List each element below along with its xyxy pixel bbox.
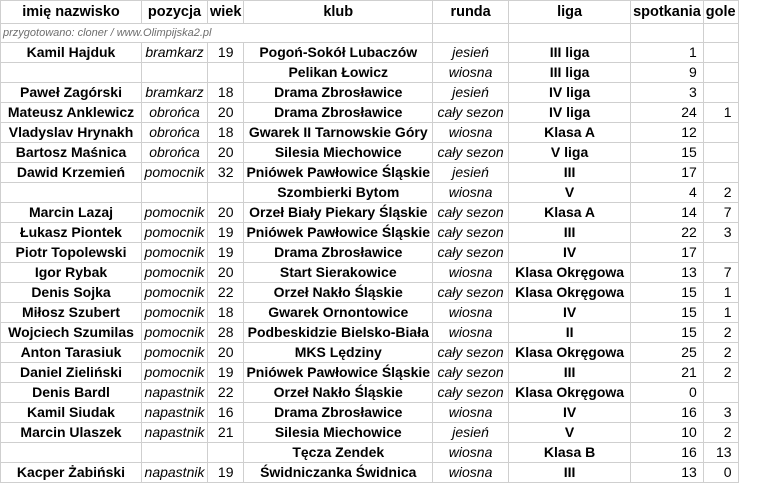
player-age-cell[interactable]: 19 (208, 363, 244, 383)
player-goals-cell[interactable]: 13 (703, 443, 738, 463)
player-league-cell[interactable]: III (509, 363, 631, 383)
player-matches-cell[interactable]: 13 (631, 263, 704, 283)
player-age-cell[interactable]: 18 (208, 123, 244, 143)
player-club-cell[interactable]: Orzeł Nakło Śląskie (244, 283, 433, 303)
header-goals[interactable]: gole (703, 1, 738, 24)
header-round[interactable]: runda (433, 1, 509, 24)
player-matches-cell[interactable]: 21 (631, 363, 704, 383)
player-league-cell[interactable]: III (509, 223, 631, 243)
player-matches-cell[interactable]: 3 (631, 83, 704, 103)
player-age-cell[interactable]: 19 (208, 43, 244, 63)
player-position-cell[interactable]: napastnik (142, 423, 208, 443)
player-round-cell[interactable]: cały sezon (433, 223, 509, 243)
player-matches-cell[interactable]: 14 (631, 203, 704, 223)
player-age-cell[interactable] (208, 183, 244, 203)
player-league-cell[interactable]: IV (509, 243, 631, 263)
player-goals-cell[interactable]: 3 (703, 403, 738, 423)
player-goals-cell[interactable]: 0 (703, 463, 738, 483)
player-round-cell[interactable]: cały sezon (433, 143, 509, 163)
player-round-cell[interactable]: wiosna (433, 63, 509, 83)
table-row (1, 203, 739, 223)
table-row (1, 443, 739, 463)
player-age-cell[interactable]: 18 (208, 83, 244, 103)
player-round-cell[interactable]: wiosna (433, 443, 509, 463)
table-row (1, 123, 739, 143)
player-round-cell[interactable]: jesień (433, 423, 509, 443)
player-matches-cell[interactable]: 9 (631, 63, 704, 83)
player-position-cell[interactable]: pomocnik (142, 343, 208, 363)
empty-cell[interactable] (703, 24, 738, 43)
player-position-cell[interactable]: obrońca (142, 103, 208, 123)
player-club-cell[interactable]: MKS Lędziny (244, 343, 433, 363)
table-row (1, 163, 739, 183)
player-age-cell[interactable]: 20 (208, 263, 244, 283)
player-league-cell[interactable]: IV liga (509, 83, 631, 103)
player-age-cell[interactable]: 21 (208, 423, 244, 443)
player-matches-cell[interactable]: 1 (631, 43, 704, 63)
player-league-cell[interactable]: V liga (509, 143, 631, 163)
player-league-cell[interactable]: Klasa A (509, 203, 631, 223)
player-club-cell[interactable]: Pniówek Pawłowice Śląskie (244, 163, 433, 183)
player-league-cell[interactable]: Klasa Okręgowa (509, 343, 631, 363)
player-matches-cell[interactable]: 13 (631, 463, 704, 483)
player-round-cell[interactable]: cały sezon (433, 363, 509, 383)
player-goals-cell[interactable]: 1 (703, 283, 738, 303)
player-round-cell[interactable]: cały sezon (433, 343, 509, 363)
player-name-cell[interactable]: Kamil Siudak (1, 403, 142, 423)
player-round-cell[interactable]: wiosna (433, 123, 509, 143)
table-row (1, 223, 739, 243)
note-row (1, 24, 739, 43)
player-club-cell[interactable]: Pniówek Pawłowice Śląskie (244, 223, 433, 243)
player-goals-cell[interactable] (703, 243, 738, 263)
player-name-cell[interactable]: Wojciech Szumilas (1, 323, 142, 343)
player-league-cell[interactable]: Klasa Okręgowa (509, 263, 631, 283)
empty-cell[interactable] (631, 24, 704, 43)
table-row (1, 43, 739, 63)
table-row (1, 343, 739, 363)
player-club-cell[interactable]: Drama Zbrosławice (244, 103, 433, 123)
player-round-cell[interactable]: jesień (433, 43, 509, 63)
table-row (1, 463, 739, 483)
player-name-cell[interactable]: Igor Rybak (1, 263, 142, 283)
table-row (1, 243, 739, 263)
player-matches-cell[interactable]: 15 (631, 303, 704, 323)
player-position-cell[interactable]: pomocnik (142, 163, 208, 183)
player-position-cell[interactable]: bramkarz (142, 83, 208, 103)
header-age[interactable]: wiek (208, 1, 244, 24)
player-league-cell[interactable]: III (509, 463, 631, 483)
player-matches-cell[interactable]: 10 (631, 423, 704, 443)
player-league-cell[interactable]: Klasa A (509, 123, 631, 143)
player-name-cell[interactable]: Daniel Zieliński (1, 363, 142, 383)
player-age-cell[interactable]: 18 (208, 303, 244, 323)
header-name[interactable]: imię nazwisko (1, 1, 142, 24)
player-age-cell[interactable]: 22 (208, 383, 244, 403)
player-name-cell[interactable]: Paweł Zagórski (1, 83, 142, 103)
player-name-cell[interactable]: Bartosz Maśnica (1, 143, 142, 163)
table-row (1, 283, 739, 303)
player-name-cell[interactable]: Denis Bardl (1, 383, 142, 403)
player-round-cell[interactable]: wiosna (433, 403, 509, 423)
player-round-cell[interactable]: cały sezon (433, 203, 509, 223)
table-row (1, 83, 739, 103)
player-club-cell[interactable]: Drama Zbrosławice (244, 243, 433, 263)
header-position[interactable]: pozycja (142, 1, 208, 24)
player-league-cell[interactable]: Klasa Okręgowa (509, 383, 631, 403)
player-club-cell[interactable]: Drama Zbrosławice (244, 403, 433, 423)
player-league-cell[interactable]: V (509, 423, 631, 443)
table-row (1, 63, 739, 83)
player-round-cell[interactable]: jesień (433, 83, 509, 103)
player-name-cell[interactable]: Anton Tarasiuk (1, 343, 142, 363)
player-goals-cell[interactable]: 7 (703, 203, 738, 223)
player-league-cell[interactable]: II (509, 323, 631, 343)
table-row (1, 263, 739, 283)
player-matches-cell[interactable]: 22 (631, 223, 704, 243)
player-age-cell[interactable] (208, 443, 244, 463)
player-league-cell[interactable]: III liga (509, 43, 631, 63)
player-goals-cell[interactable] (703, 43, 738, 63)
player-goals-cell[interactable]: 7 (703, 263, 738, 283)
player-age-cell[interactable]: 28 (208, 323, 244, 343)
table-row (1, 103, 739, 123)
player-name-cell[interactable]: Marcin Ulaszek (1, 423, 142, 443)
table-row (1, 303, 739, 323)
player-goals-cell[interactable]: 2 (703, 183, 738, 203)
player-position-cell[interactable] (142, 63, 208, 83)
player-position-cell[interactable]: pomocnik (142, 363, 208, 383)
player-position-cell[interactable]: obrońca (142, 123, 208, 143)
table-row (1, 423, 739, 443)
player-position-cell[interactable]: pomocnik (142, 323, 208, 343)
player-league-cell[interactable]: Klasa Okręgowa (509, 283, 631, 303)
player-round-cell[interactable]: cały sezon (433, 243, 509, 263)
player-league-cell[interactable]: IV (509, 303, 631, 323)
player-name-cell[interactable] (1, 183, 142, 203)
table-row (1, 383, 739, 403)
player-goals-cell[interactable]: 3 (703, 223, 738, 243)
player-position-cell[interactable]: pomocnik (142, 283, 208, 303)
player-goals-cell[interactable] (703, 383, 738, 403)
player-club-cell[interactable]: Szombierki Bytom (244, 183, 433, 203)
player-round-cell[interactable]: wiosna (433, 303, 509, 323)
player-club-cell[interactable]: Gwarek Ornontowice (244, 303, 433, 323)
player-name-cell[interactable]: Marcin Lazaj (1, 203, 142, 223)
player-position-cell[interactable]: bramkarz (142, 43, 208, 63)
player-club-cell[interactable]: Tęcza Zendek (244, 443, 433, 463)
player-goals-cell[interactable]: 2 (703, 323, 738, 343)
player-name-cell[interactable]: Vladyslav Hrynakh (1, 123, 142, 143)
player-age-cell[interactable]: 32 (208, 163, 244, 183)
player-position-cell[interactable]: pomocnik (142, 303, 208, 323)
player-age-cell[interactable]: 20 (208, 203, 244, 223)
player-name-cell[interactable]: Kamil Hajduk (1, 43, 142, 63)
player-goals-cell[interactable] (703, 143, 738, 163)
player-position-cell[interactable]: pomocnik (142, 203, 208, 223)
player-goals-cell[interactable] (703, 83, 738, 103)
player-age-cell[interactable]: 19 (208, 463, 244, 483)
player-position-cell[interactable]: napastnik (142, 383, 208, 403)
player-club-cell[interactable]: Pogoń-Sokół Lubaczów (244, 43, 433, 63)
player-goals-cell[interactable] (703, 123, 738, 143)
player-name-cell[interactable]: Piotr Topolewski (1, 243, 142, 263)
player-goals-cell[interactable]: 2 (703, 423, 738, 443)
player-name-cell[interactable]: Dawid Krzemień (1, 163, 142, 183)
header-row (1, 1, 739, 24)
player-name-cell[interactable] (1, 63, 142, 83)
header-club[interactable]: klub (244, 1, 433, 24)
player-club-cell[interactable]: Orzeł Biały Piekary Śląskie (244, 203, 433, 223)
player-club-cell[interactable]: Świdniczanka Świdnica (244, 463, 433, 483)
player-position-cell[interactable]: pomocnik (142, 243, 208, 263)
player-club-cell[interactable]: Silesia Miechowice (244, 143, 433, 163)
player-position-cell[interactable] (142, 183, 208, 203)
player-name-cell[interactable]: Mateusz Anklewicz (1, 103, 142, 123)
table-row (1, 363, 739, 383)
player-age-cell[interactable]: 20 (208, 143, 244, 163)
empty-cell[interactable] (509, 24, 631, 43)
player-league-cell[interactable]: III (509, 163, 631, 183)
player-position-cell[interactable]: napastnik (142, 403, 208, 423)
player-round-cell[interactable]: wiosna (433, 323, 509, 343)
player-age-cell[interactable]: 16 (208, 403, 244, 423)
empty-cell[interactable] (433, 24, 509, 43)
player-club-cell[interactable]: Start Sierakowice (244, 263, 433, 283)
player-league-cell[interactable]: IV liga (509, 103, 631, 123)
player-matches-cell[interactable]: 15 (631, 323, 704, 343)
player-age-cell[interactable]: 20 (208, 343, 244, 363)
player-name-cell[interactable]: Kacper Żabiński (1, 463, 142, 483)
table-row (1, 143, 739, 163)
player-name-cell[interactable]: Łukasz Piontek (1, 223, 142, 243)
player-name-cell[interactable]: Denis Sojka (1, 283, 142, 303)
player-round-cell[interactable]: cały sezon (433, 383, 509, 403)
player-club-cell[interactable]: Pelikan Łowicz (244, 63, 433, 83)
player-club-cell[interactable]: Drama Zbrosławice (244, 83, 433, 103)
player-club-cell[interactable]: Gwarek II Tarnowskie Góry (244, 123, 433, 143)
table-row (1, 183, 739, 203)
player-club-cell[interactable]: Podbeskidzie Bielsko-Biała (244, 323, 433, 343)
player-goals-cell[interactable] (703, 63, 738, 83)
player-matches-cell[interactable]: 0 (631, 383, 704, 403)
player-position-cell[interactable] (142, 443, 208, 463)
player-goals-cell[interactable]: 2 (703, 363, 738, 383)
player-matches-cell[interactable]: 4 (631, 183, 704, 203)
player-matches-cell[interactable]: 17 (631, 243, 704, 263)
player-matches-cell[interactable]: 15 (631, 143, 704, 163)
player-round-cell[interactable]: wiosna (433, 463, 509, 483)
player-matches-cell[interactable]: 17 (631, 163, 704, 183)
player-matches-cell[interactable]: 15 (631, 283, 704, 303)
player-matches-cell[interactable]: 25 (631, 343, 704, 363)
player-age-cell[interactable]: 22 (208, 283, 244, 303)
player-age-cell[interactable] (208, 63, 244, 83)
player-league-cell[interactable]: III liga (509, 63, 631, 83)
player-age-cell[interactable]: 20 (208, 103, 244, 123)
table-row (1, 403, 739, 423)
player-league-cell[interactable]: V (509, 183, 631, 203)
player-goals-cell[interactable] (703, 163, 738, 183)
player-league-cell[interactable]: IV (509, 403, 631, 423)
player-club-cell[interactable]: Silesia Miechowice (244, 423, 433, 443)
player-round-cell[interactable]: wiosna (433, 183, 509, 203)
player-club-cell[interactable]: Orzeł Nakło Śląskie (244, 383, 433, 403)
player-round-cell[interactable]: jesień (433, 163, 509, 183)
player-round-cell[interactable]: cały sezon (433, 283, 509, 303)
player-position-cell[interactable]: obrońca (142, 143, 208, 163)
player-round-cell[interactable]: cały sezon (433, 103, 509, 123)
player-age-cell[interactable]: 19 (208, 223, 244, 243)
player-round-cell[interactable]: wiosna (433, 263, 509, 283)
player-goals-cell[interactable]: 2 (703, 343, 738, 363)
table-row (1, 323, 739, 343)
player-goals-cell[interactable]: 1 (703, 103, 738, 123)
header-league[interactable]: liga (509, 1, 631, 24)
player-league-cell[interactable]: Klasa B (509, 443, 631, 463)
player-club-cell[interactable]: Pniówek Pawłowice Śląskie (244, 363, 433, 383)
player-position-cell[interactable]: pomocnik (142, 223, 208, 243)
player-matches-cell[interactable]: 16 (631, 443, 704, 463)
player-position-cell[interactable]: napastnik (142, 463, 208, 483)
player-goals-cell[interactable]: 1 (703, 303, 738, 323)
player-matches-cell[interactable]: 16 (631, 403, 704, 423)
player-matches-cell[interactable]: 12 (631, 123, 704, 143)
player-age-cell[interactable]: 19 (208, 243, 244, 263)
player-name-cell[interactable]: Miłosz Szubert (1, 303, 142, 323)
header-matches[interactable]: spotkania (631, 1, 704, 24)
player-matches-cell[interactable]: 24 (631, 103, 704, 123)
player-position-cell[interactable]: pomocnik (142, 263, 208, 283)
source-note: przygotowano: cloner / www.Olimpijska2.pl (1, 24, 433, 43)
player-name-cell[interactable] (1, 443, 142, 463)
